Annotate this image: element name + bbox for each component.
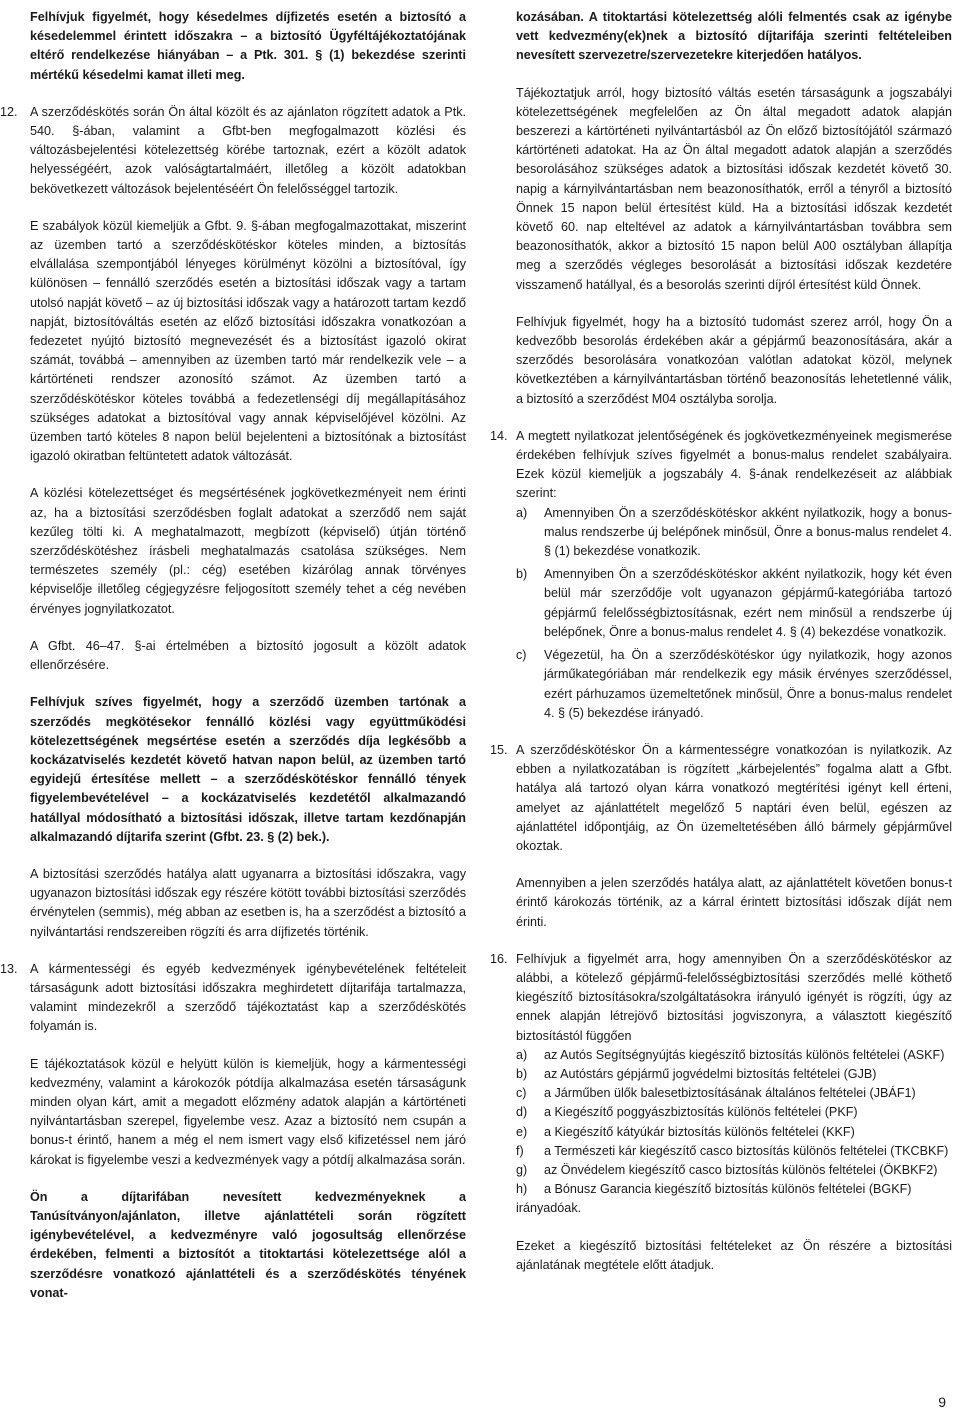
list-item xyxy=(516,1142,952,1161)
list-letter: c) xyxy=(516,1086,527,1101)
list-text: Amennyiben Ön a szerződéskötéskor akként nyilatkozik, hogy két éven belül már szerződője volt ugyanazon gépjármű-kategóriába tartozó gépjármű felelősségbiztosításnak, ezért nem minősül a rendszerbe új belépőnek, Önre a bonus-malus rendelet 4. § (4) bekezdése vonatkozik. xyxy=(544,567,952,639)
list-text: az Önvédelem kiegészítő casco biztosítás különös feltételei (ÖKBKF2) xyxy=(544,1162,938,1177)
list-text: a Járműben ülők balesetbiztosításának általános feltételei (JBÁF1) xyxy=(544,1086,916,1101)
list-item xyxy=(516,1065,952,1084)
list-item xyxy=(516,1046,952,1065)
paragraph: irányadóak. xyxy=(516,1201,582,1216)
section-12 xyxy=(0,103,466,942)
section-number: 14. xyxy=(490,428,508,443)
section-13 xyxy=(0,960,466,1303)
section-number: 13. xyxy=(0,961,18,976)
paragraph: A biztosítási szerződés hatálya alatt ugyanarra a biztosítási időszakra, vagy ugyanazon biztosítási időszak egy részére kötött további biztosítási szerződés érvénytelen (semmis), még abban az esetben is, ha a szerződést a biztosító a nyilvántartási rendszereiben rögzíti és arra díjfizetés történik. xyxy=(30,866,466,939)
list-item xyxy=(516,504,952,562)
list-letter: a) xyxy=(516,505,528,520)
paragraph: E szabályok közül kiemeljük a Gfbt. 9. §-ában megfogalmazottakat, miszerint az üzemben tartó a szerződéskötéskor köteles minden, a biztosítás elvállalása szempontjából lényeges körülményt közölni a biztosítóval, így különösen – fennálló szerződés esetén a biztosítási időszak vagy a tartam utolsó napját követő – az új biztosítási időszak vagy a határozott tartam kezdő napját, biztosítóváltás esetén az előző biztosítási időszakra vonatkozóan a fedezetet nyújtó biztosító megnevezését és a biztosítást igazoló okirat számát, továbbá – amennyiben az üzemben tartó már rendelkezik vele – a kártörténeti rendszer azonosító számot. Az üzemben tartó a szerződéskötéskor köteles továbbá a fedezetlenségi díj megállapításához szükséges adatokat a biztosítóval vagy annak képviselőjével közölni. Az üzemben tartó köteles 8 napon belül bejelenteni a biztosítónak a biztosítást igazoló okiratban feltüntetett adatok változását. xyxy=(30,218,466,464)
paragraph: A Gfbt. 46–47. §-ai értelmében a biztosító jogosult a közölt adatok ellenőrzésére. xyxy=(30,638,466,673)
paragraph: Tájékoztatjuk arról, hogy biztosító váltás esetén társaságunk a jogszabályi kötelezettségének megfelelően az Ön által megadott adatok alapján beszerezi a kártörténeti nyilvántartásból az Ön előző biztosítójától származó kártörténeti adatokat. Ha az Ön által megadott adatok alapján a szerződés besorolásához szükséges adatok a biztosítási időszak kezdetét követő 30. napig a kárnyilvántartásban nem beazonosíthatók, erről a tényről a biztosító Önnek 15 napon belül értesítést küld. Ha a biztosítási időszak kezdetét követő 60. nap elteltével az adatok a kárnyilvántartásban továbbra sem beazonosíthatók, akkor a biztosító 15 napon belül A00 osztályban állapítja meg a szerződés végleges besorolását a biztosítási időszak kezdetére visszamenő hatállyal, és a besorolás szerinti díjról értesítést küld Önnek. xyxy=(516,85,952,292)
paragraph: A közlési kötelezettséget és megsértésének jogkövetkezményeit nem érinti az, ha a biztosítási szerződésben foglalt adatokat a szerződő nem saját kezűleg tölti ki. A meghatalmazott, megbízott (képviselő) útján történő szerződéskötéshez írásbeli meghatalmazás csatolása szükséges. Nem természetes személy (pl.: cég) esetében kizárólag annak törvényes képviselője illetőleg cégjegyzésre feljogosított személy tehet a cég nevében érvényes jognyilatkozatot. xyxy=(30,486,466,616)
section-number: 15. xyxy=(490,742,508,757)
section-16 xyxy=(490,950,952,1275)
confidentiality-continuation: kozásában. A titoktartási kötelezettség alóli felmentés csak az igénybe vett kedvezmény(ek)nek a biztosító díjtarifája szerinti feltételeiben nevesített szervezetre/szervezetekre kiterjedően hatályos. xyxy=(516,10,952,63)
list-text: a Kiegészítő kátyúkár biztosítás különös feltételei (KKF) xyxy=(544,1124,855,1139)
list-text: az Autóstárs gépjármű jogvédelmi biztosítás feltételei (GJB) xyxy=(544,1066,877,1081)
list-letter: d) xyxy=(516,1105,528,1120)
section-number: 16. xyxy=(490,951,508,966)
paragraph: Amennyiben a jelen szerződés hatálya alatt, az ajánlattételt követően bonus-t érintő károkozás történik, az a kárral érintett biztosítási időszak díját nem érinti. xyxy=(516,876,952,929)
paragraph: A szerződéskötés során Ön által közölt és az ajánlaton rögzített adatok a Ptk. 540. §-ában, valamint a Gfbt-ben megfogalmazott közlési és változásbejelentési kötelezettség körébe tartoznak, ezért a közölt adatok helyességéért, azok valóságtartalmáért, illetőleg a közölt adatokban bekövetkezett változások bejelentéséért Ön felelősséggel tartozik. xyxy=(30,104,466,196)
list-item xyxy=(516,1180,952,1199)
right-column xyxy=(490,8,952,1293)
paragraph: A megtett nyilatkozat jelentőségének és jogkövetkezményeinek megismerése érdekében felhívjuk szíves figyelmét a bonus-malus rendelet szabályaira. Ezek közül kiemeljük a jogszabály 4. §-ának rendelkezéseit az alábbiak szerint: xyxy=(516,428,952,501)
late-payment-notice: Felhívjuk figyelmét, hogy késedelmes díjfizetés esetén a biztosító a késedelemmel érintett időszakra – a biztosító Ügyféltájékoztatójának eltérő rendelkezése hiányában – a Ptk. 301. § (1) bekezdése szerinti mértékű késedelmi kamat illeti meg. xyxy=(30,10,466,82)
bonus-malus-list xyxy=(516,504,952,723)
paragraph: A szerződéskötéskor Ön a kármentességre vonatkozóan is nyilatkozik. Az ebben a nyilatkozatában is rögzített „kárbejelentés” fogalma alatt a Gfbt. hatálya alá tartozó olyan kárra vonatkozó megtérítési igényt kell érteni, amelyet az ajánlattételt megelőző 5 naptári éven belül, egészen az ajánlattétel időpontjáig, az Ön üzemeltetésében álló bármely gépjárművel okoztak. xyxy=(516,742,952,853)
list-text: a Természeti kár kiegészítő casco biztosítás különös feltételei (TKCBKF) xyxy=(544,1143,949,1158)
section-number: 12. xyxy=(0,104,18,119)
list-text: Végezetül, ha Ön a szerződéskötéskor úgy nyilatkozik, hogy azonos járműkategóriában már rendelkezik egy másik érvényes szerződéssel, ezért párhuzamos üzemeltetőnek minősül, Önre a bonus-malus rendelet 4. § (5) bekezdése irányadó. xyxy=(544,648,952,720)
list-item xyxy=(516,646,952,723)
paragraph: Felhívjuk figyelmét, hogy ha a biztosító tudomást szerez arról, hogy Ön a kedvezőbb besorolás érdekében akár a gépjármű beazonosítására, akár a szerződés besorolására vonatkozóan valótlan adatokat közöl, melynek következtében a kárnyilvántartásban történő beazonosítás lehetetlenné válik, a biztosító a szerződést M04 osztályba sorolja. xyxy=(516,314,952,406)
list-letter: b) xyxy=(516,1066,528,1081)
list-text: a Kiegészítő poggyászbiztosítás különös feltételei (PKF) xyxy=(544,1105,858,1120)
list-item xyxy=(516,1123,952,1142)
list-item xyxy=(516,1161,952,1180)
bold-notice: Ön a díjtarifában nevesített kedvezményeknek a Tanúsítványon/ajánlaton, illetve ajánlattételi során rögzített igénybevételével, a kedvezményre való jogosultság ellenőrzése érdekében, felmenti a biztosítót a titoktartási kötelezettsége alól a szerződésre vonatkozó ajánlattételi és a szerződéskötés tényének vonat- xyxy=(30,1189,466,1300)
paragraph: E tájékoztatások közül e helyütt külön is kiemeljük, hogy a kármentességi kedvezmény, valamint a károkozók pótdíja alkalmazása esetén társaságunk minden olyan kárt, amit a megadott előzmény adatok alapján a kártörténeti nyilvántartásban szerepel, figyelembe vesz. Azaz a biztosító nem csupán a bonus-t érintő, hanem a még el nem ismert vagy első kifizetéssel nem járó károkat is figyelembe veszi a kedvezmények vagy a pótdíj alkalmazása során. xyxy=(30,1056,466,1167)
list-item xyxy=(516,1084,952,1103)
list-text: Amennyiben Ön a szerződéskötéskor akként nyilatkozik, hogy a bonus-malus rendszerbe új belépőnek minősül, Önre a bonus-malus rendelet 4. § (1) bekezdése vonatkozik. xyxy=(544,505,952,559)
list-letter: a) xyxy=(516,1047,528,1062)
paragraph: A kármentességi és egyéb kedvezmények igénybevételének feltételeit társaságunk adott biztosítási időszakra meghirdetett díjtarifája tartalmazza, valamint mindezekről a szerződő tájékoztatást kap a szerződéskötés folyamán is. xyxy=(30,961,466,1034)
paragraph: Felhívjuk a figyelmét arra, hogy amennyiben Ön a szerződéskötéskor az alábbi, a kötelező gépjármű-felelősségbiztosítási szerződés mellé köthető kiegészítő biztosításokra/szolgáltatásokra irányuló igényét is rögzíti, úgy az ennek alapján létrejövő biztosítási jogviszonyra, a választott kiegészítő biztosítástól függően xyxy=(516,951,952,1043)
list-letter: e) xyxy=(516,1124,528,1139)
list-text: az Autós Segítségnyújtás kiegészítő biztosítás különös feltételei (ASKF) xyxy=(544,1047,945,1062)
list-item xyxy=(516,565,952,642)
section-14 xyxy=(490,427,952,723)
list-letter: g) xyxy=(516,1162,528,1177)
page-number: 9 xyxy=(938,1394,946,1410)
bold-notice: Felhívjuk szíves figyelmét, hogy a szerződő üzemben tartónak a szerződés megkötésekor fennálló közlési vagy együttműködési kötelezettségének megsértése esetén a szerződés díja legkésőbb a kockázatviselés kezdetét követő hatvan napon belül, az üzemben tartó egyidejű értesítése mellett – a szerződéskötéskor fennálló tények figyelembevételével – a kockázatviselés kezdetétől alkalmazandó hatállyal módosítható a biztosítási időszak, illetve tartam kezdőnapján alkalmazandó díjtarifa szerint (Gfbt. 23. § (2) bek.). xyxy=(30,695,466,844)
left-column xyxy=(0,8,466,1321)
list-letter: b) xyxy=(516,567,528,582)
list-letter: h) xyxy=(516,1182,528,1197)
section-15 xyxy=(490,741,952,932)
list-letter: c) xyxy=(516,648,527,663)
paragraph: Ezeket a kiegészítő biztosítási feltételeket az Ön részére a biztosítási ajánlatának megtétele előtt átadjuk. xyxy=(516,1238,952,1272)
list-text: a Bónusz Garancia kiegészítő biztosítás különös feltételei (BGKF) xyxy=(544,1182,912,1197)
list-letter: f) xyxy=(516,1143,524,1158)
list-item xyxy=(516,1103,952,1122)
supplementary-conditions-list xyxy=(516,1046,952,1200)
